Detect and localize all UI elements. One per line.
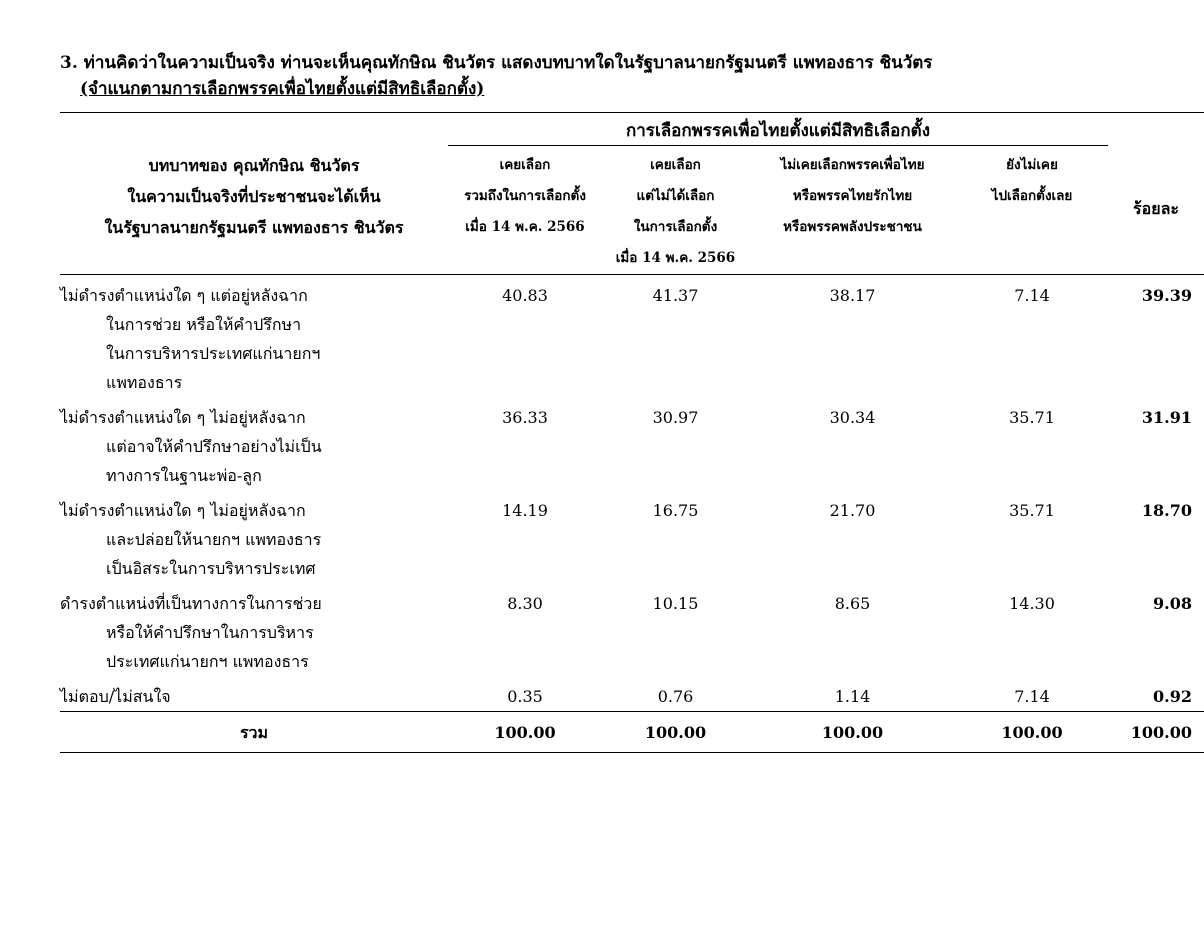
col-header-line: เมื่อ 14 พ.ค. 2566 xyxy=(615,250,736,266)
cell-value: 8.65 xyxy=(834,594,871,613)
cell-value: 14.30 xyxy=(1009,594,1055,613)
table-row xyxy=(60,397,1204,490)
row-label-line: ไม่ดำรงตำแหน่งใด ๆ ไม่อยู่หลังฉาก xyxy=(60,408,306,427)
total-value: 100.00 xyxy=(602,712,749,753)
row-label-line: ไม่ตอบ/ไม่สนใจ xyxy=(60,687,171,706)
total-row xyxy=(60,712,1204,753)
cell-percent: 18.70 xyxy=(1141,501,1192,520)
cell-value: 8.30 xyxy=(507,594,543,613)
row-label-line: ในการบริหารประเทศแก่นายกฯ xyxy=(106,344,321,363)
row-label xyxy=(60,397,448,490)
row-label-line: แพทองธาร xyxy=(106,373,183,392)
cell-value: 21.70 xyxy=(829,501,876,520)
row-label-line: ประเทศแก่นายกฯ แพทองธาร xyxy=(106,652,309,671)
col-header-line: ยังไม่เคย xyxy=(1006,157,1058,173)
row-label-line: ทางการในฐานะพ่อ-ลูก xyxy=(106,466,262,485)
table-row xyxy=(60,676,1204,712)
results-table xyxy=(60,112,1204,753)
col-header-line: ในการเลือกตั้ง xyxy=(633,219,718,235)
cell-value: 1.14 xyxy=(834,687,871,706)
cell-percent: 0.92 xyxy=(1153,687,1192,706)
total-percent: 100.00 xyxy=(1108,712,1204,753)
cell-percent: 9.08 xyxy=(1153,594,1192,613)
cell-value: 41.37 xyxy=(652,286,699,305)
row-label-line: ดำรงตำแหน่งที่เป็นทางการในการช่วย xyxy=(60,594,322,613)
cell-value: 38.17 xyxy=(829,286,876,305)
row-label-line: และปล่อยให้นายกฯ แพทองธาร xyxy=(106,530,322,549)
col-header-never-voted xyxy=(749,146,956,275)
role-header-line: ในความเป็นจริงที่ประชาชนจะได้เห็น xyxy=(127,186,381,206)
role-header-line: ในรัฐบาลนายกรัฐมนตรี แพทองธาร ชินวัตร xyxy=(104,217,404,237)
question-title-line1: 3. ท่านคิดว่าในความเป็นจริง ท่านจะเห็นคุณทักษิณ ชินวัตร แสดงบทบาทใดในรัฐบาลนายกรัฐมนตรี แพทองธาร ชินวัตร xyxy=(60,53,933,73)
header-row-columns xyxy=(60,146,1204,275)
cell-value: 35.71 xyxy=(1009,408,1055,427)
row-label-line: ไม่ดำรงตำแหน่งใด ๆ ไม่อยู่หลังฉาก xyxy=(60,501,306,520)
question-title xyxy=(60,50,932,102)
group-header: การเลือกพรรคเพื่อไทยตั้งแต่มีสิทธิเลือกตั้ง xyxy=(448,113,1108,146)
row-label xyxy=(60,583,448,676)
col-header-line: เคยเลือก xyxy=(499,157,551,173)
table-row xyxy=(60,583,1204,676)
col-header-line: รวมถึงในการเลือกตั้ง xyxy=(464,188,586,204)
row-label-line: เป็นอิสระในการบริหารประเทศ xyxy=(106,559,316,578)
col-header-line: แต่ไม่ได้เลือก xyxy=(636,188,715,204)
cell-value: 36.33 xyxy=(502,408,548,427)
total-value: 100.00 xyxy=(749,712,956,753)
cell-value: 16.75 xyxy=(652,501,699,520)
role-header xyxy=(60,146,448,275)
col-header-voted-2566 xyxy=(448,146,602,275)
question-title-line2: (จำแนกตามการเลือกพรรคเพื่อไทยตั้งแต่มีสิทธิเลือกตั้ง) xyxy=(80,79,485,99)
cell-value: 7.14 xyxy=(1014,687,1050,706)
row-label-line: ในการช่วย หรือให้คำปรึกษา xyxy=(106,315,302,334)
table-row xyxy=(60,275,1204,398)
row-label xyxy=(60,490,448,583)
row-label-line: แต่อาจให้คำปรึกษาอย่างไม่เป็น xyxy=(106,437,322,456)
table-row xyxy=(60,490,1204,583)
row-label xyxy=(60,676,448,712)
header-row-group xyxy=(60,113,1204,146)
cell-value: 0.76 xyxy=(657,687,694,706)
cell-percent: 31.91 xyxy=(1141,408,1192,427)
cell-value: 7.14 xyxy=(1014,286,1050,305)
row-label-line: หรือให้คำปรึกษาในการบริหาร xyxy=(106,623,314,642)
col-header-line: หรือพรรคพลังประชาชน xyxy=(783,219,922,235)
col-header-line: ไปเลือกตั้งเลย xyxy=(991,188,1073,204)
col-header-line: ไม่เคยเลือกพรรคเพื่อไทย xyxy=(780,157,925,173)
col-header-voted-not-2566 xyxy=(602,146,749,275)
row-label xyxy=(60,275,448,398)
cell-value: 0.35 xyxy=(507,687,543,706)
col-header-line: เคยเลือก xyxy=(650,157,701,173)
cell-value: 14.19 xyxy=(502,501,548,520)
total-value: 100.00 xyxy=(448,712,602,753)
total-value: 100.00 xyxy=(956,712,1108,753)
col-header-line: เมื่อ 14 พ.ค. 2566 xyxy=(465,219,585,235)
col-header-percent: ร้อยละ xyxy=(1108,146,1204,275)
cell-value: 40.83 xyxy=(502,286,548,305)
role-header-line: บทบาทของ คุณทักษิณ ชินวัตร xyxy=(148,155,360,175)
row-label-line: ไม่ดำรงตำแหน่งใด ๆ แต่อยู่หลังฉาก xyxy=(60,286,308,305)
cell-value: 30.34 xyxy=(829,408,876,427)
col-header-line: หรือพรรคไทยรักไทย xyxy=(792,188,913,204)
cell-value: 35.71 xyxy=(1009,501,1055,520)
cell-value: 10.15 xyxy=(652,594,699,613)
col-header-not-yet-voted xyxy=(956,146,1108,275)
cell-value: 30.97 xyxy=(652,408,699,427)
cell-percent: 39.39 xyxy=(1141,286,1192,305)
total-label: รวม xyxy=(60,712,448,753)
